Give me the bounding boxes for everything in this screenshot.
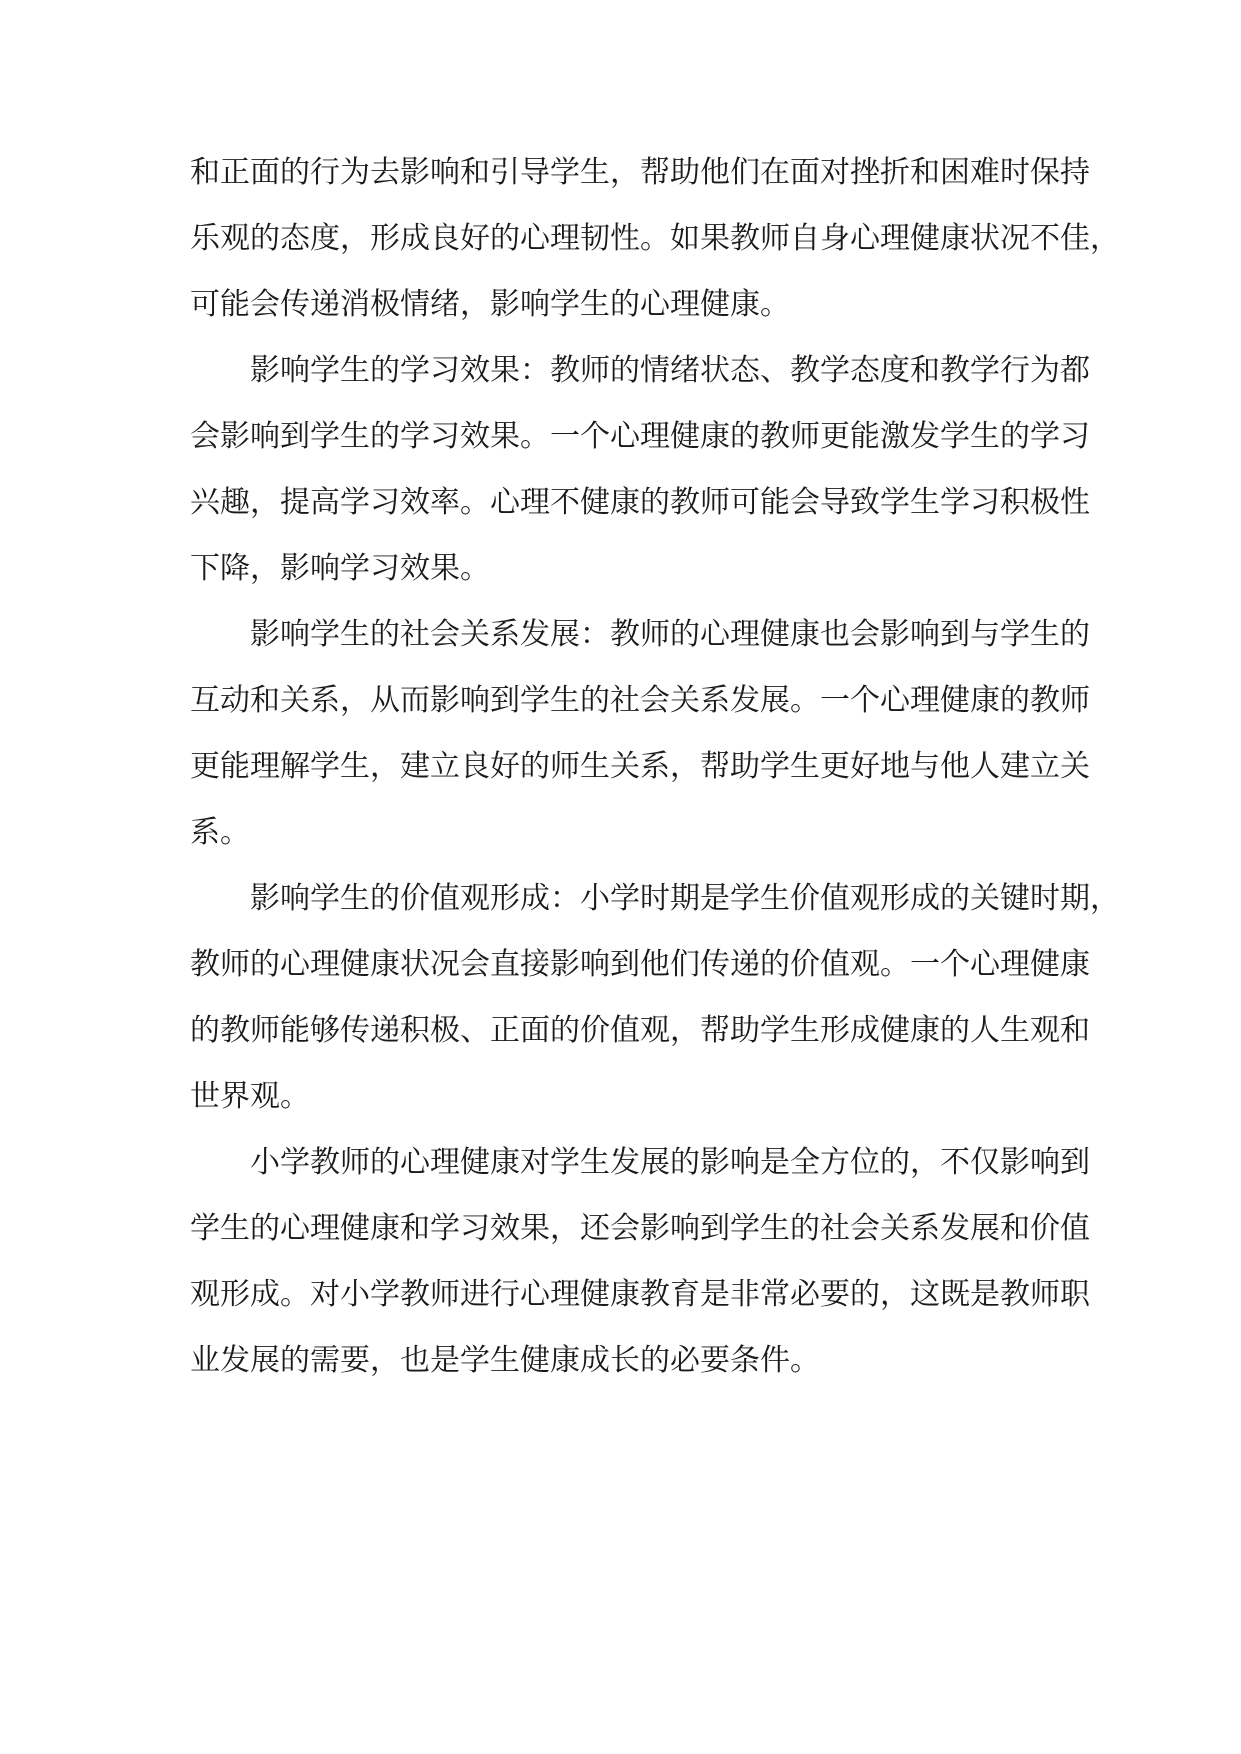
text-line: 和正面的行为去影响和引导学生，帮助他们在面对挫折和困难时保持 [190,155,1090,190]
text-line: 更能理解学生，建立良好的师生关系，帮助学生更好地与他人建立关 [190,749,1090,784]
text-line: 互动和关系，从而影响到学生的社会关系发展。一个心理健康的教师 [190,683,1090,718]
paragraph [190,866,1120,1130]
text-line: 学生的心理健康和学习效果，还会影响到学生的社会关系发展和价值 [190,1211,1090,1246]
text-line: 业发展的需要，也是学生健康成长的必要条件。 [190,1343,820,1378]
text-line: 世界观。 [190,1079,310,1114]
text-line: 可能会传递消极情绪，影响学生的心理健康。 [190,287,790,322]
text-line: 下降，影响学习效果。 [190,551,490,586]
text-line: 影响学生的学习效果：教师的情绪状态、教学态度和教学行为都 [190,353,1090,388]
text-line: 会影响到学生的学习效果。一个心理健康的教师更能激发学生的学习 [190,419,1090,454]
text-line: 系。 [190,815,250,850]
text-line: 兴趣，提高学习效率。心理不健康的教师可能会导致学生学习积极性 [190,485,1090,520]
paragraph [190,140,1120,338]
text-line: 乐观的态度，形成良好的心理韧性。如果教师自身心理健康状况不佳， [190,221,1120,256]
text-line: 的教师能够传递积极、正面的价值观，帮助学生形成健康的人生观和 [190,1013,1090,1048]
paragraph [190,602,1090,866]
paragraph [190,1130,1090,1394]
text-line: 影响学生的价值观形成：小学时期是学生价值观形成的关键时期， [190,881,1120,916]
text-line: 教师的心理健康状况会直接影响到他们传递的价值观。一个心理健康 [190,947,1090,982]
text-line: 小学教师的心理健康对学生发展的影响是全方位的，不仅影响到 [190,1145,1090,1180]
text-line: 观形成。对小学教师进行心理健康教育是非常必要的，这既是教师职 [190,1277,1090,1312]
text-line: 影响学生的社会关系发展：教师的心理健康也会影响到与学生的 [190,617,1090,652]
document-body [190,140,1120,1394]
paragraph [190,338,1090,602]
